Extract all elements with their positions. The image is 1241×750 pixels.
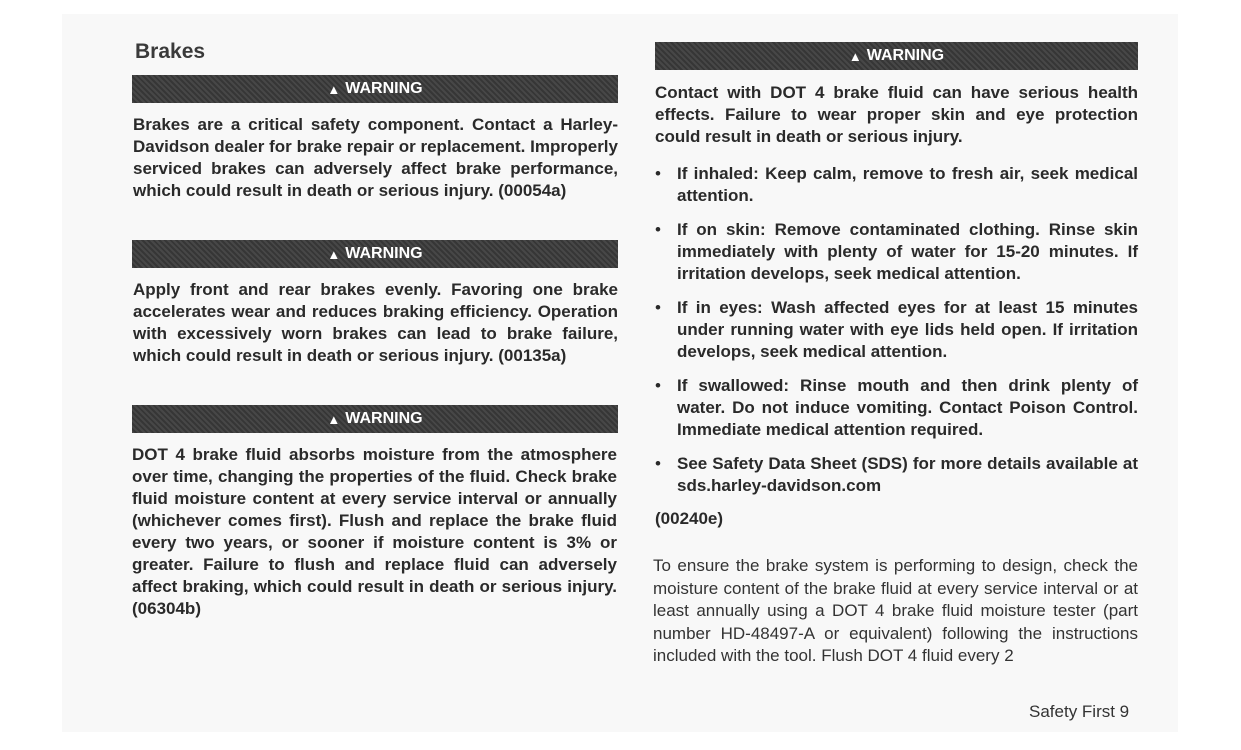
warning-text: DOT 4 brake fluid absorbs moisture from the atmosphere over time, changing the properties of the fluid. Check brake fluid moisture content at every service interval or annually (whichever comes first). Flush and replace the brake fluid every two years, or sooner if moisture content is 3% or greater. Failure to flush and replace fluid can adversely affect braking, which could result in death or serious injury. (06304b) (132, 445, 617, 618)
list-item: • If swallowed: Rinse mouth and then drink plenty of water. Do not induce vomiting. Contact Poison Control. Immediate medical attention required. (655, 375, 1138, 441)
warning-code: (00240e) (655, 509, 724, 528)
list-item: • See Safety Data Sheet (SDS) for more details available at sds.harley-davidson.com (655, 453, 1138, 497)
list-item: • If on skin: Remove contaminated clothing. Rinse skin immediately with plenty of water for 15-20 minutes. If irritation develops, seek medical attention. (655, 219, 1138, 285)
list-item: • If inhaled: Keep calm, remove to fresh air, seek medical attention. (655, 163, 1138, 207)
warning-triangle-icon: ▲ (327, 81, 341, 97)
warning-banner (655, 42, 1138, 70)
warning-text: Apply front and rear brakes evenly. Favoring one brake accelerates wear and reduces braking efficiency. Operation with excessively worn brakes can lead to brake failure, which could result in death or serious injury. (00135a) (133, 280, 618, 365)
warning-intro: Contact with DOT 4 brake fluid can have serious health effects. Failure to wear proper skin and eye protection could result in death or serious injury. (655, 83, 1138, 146)
section-heading: Brakes (135, 40, 206, 63)
warning-label: WARNING (345, 410, 423, 427)
warning-triangle-icon: ▲ (848, 48, 862, 64)
warning-label: WARNING (345, 80, 423, 97)
warning-banner (132, 405, 618, 433)
warning-triangle-icon: ▲ (327, 246, 341, 262)
warning-label: WARNING (345, 245, 423, 262)
body-paragraph: To ensure the brake system is performing to design, check the moisture content of the brake fluid at every service interval or at least annually using a DOT 4 brake fluid moisture tester (part number HD-48497-A or equivalent) following the instructions included with the tool. Flush DOT 4 fluid every 2 (653, 556, 1138, 665)
page-footer: Safety First 9 (1029, 702, 1130, 721)
warning-triangle-icon: ▲ (327, 411, 341, 427)
warning-text: Brakes are a critical safety component. Contact a Harley-Davidson dealer for brake repair or replacement. Improperly serviced brakes can adversely affect brake performance, which could result in death or serious injury. (00054a) (133, 115, 618, 200)
warning-banner (132, 240, 618, 268)
warning-banner (132, 75, 618, 103)
warning-label: WARNING (866, 47, 945, 64)
list-item: • If in eyes: Wash affected eyes for at least 15 minutes under running water with eye lids held open. If irritation develops, seek medical attention. (655, 297, 1138, 363)
first-aid-list (655, 163, 1138, 509)
